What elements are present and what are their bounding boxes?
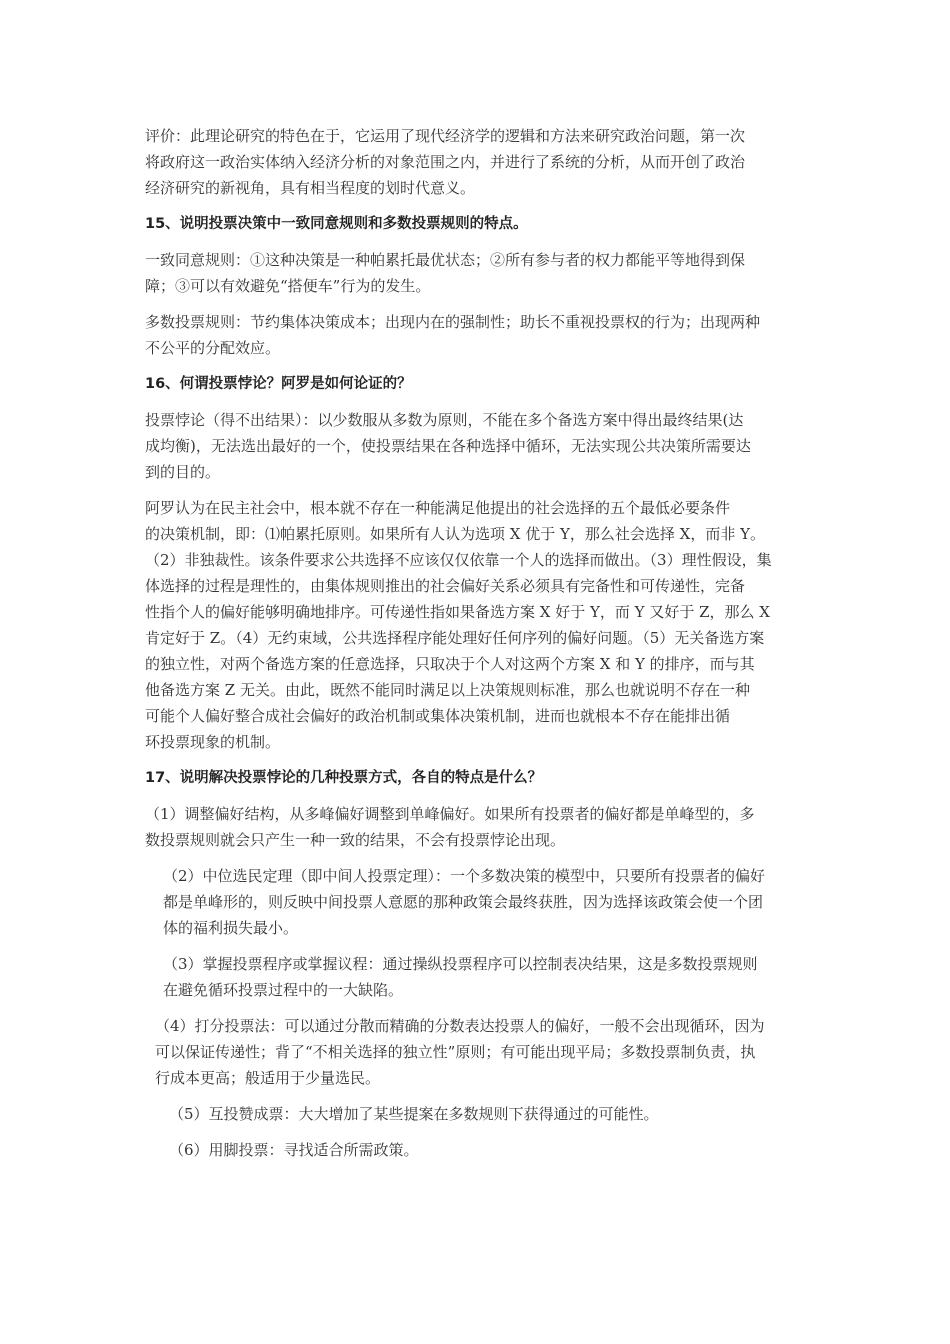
text-line: 数投票规则就会只产生一种一致的结果，不会有投票悖论出现。 — [145, 831, 566, 849]
text-line: 将政府这一政治实体纳入经济分析的对象范围之内，并进行了系统的分析，从而开创了政治 — [145, 153, 746, 171]
text-line: 评价：此理论研究的特色在于，它运用了现代经济学的逻辑和方法来研究政治问题，第一次 — [145, 127, 746, 145]
text-line: 成均衡)，无法选出最好的一个，使投票结果在各种选择中循环，无法实现公共决策所需要达 — [145, 437, 751, 455]
paragraph — [145, 309, 810, 361]
paragraph — [145, 1013, 810, 1091]
text-line: 肯定好于 Z。（4）无约束域，公共选择程序能处理好任何序列的偏好问题。（5）无关备选方案 — [145, 629, 765, 647]
text-line: 经济研究的新视角，具有相当程度的划时代意义。 — [145, 179, 476, 197]
paragraph — [145, 1101, 810, 1127]
text-line: （4）打分投票法：可以通过分散而精确的分数表达投票人的偏好，一般不会出现循环，因为 — [155, 1017, 765, 1035]
text-line: （2）非独裁性。该条件要求公共选择不应该仅仅依靠一个人的选择而做出。（3）理性假设，集 — [145, 551, 772, 569]
text-line: 体选择的过程是理性的，由集体规则推出的社会偏好关系必须具有完备性和可传递性，完备 — [145, 577, 746, 595]
text-line: 多数投票规则：节约集体决策成本；出现内在的强制性；助长不重视投票权的行为；出现两种 — [145, 313, 761, 331]
text-line: 环投票现象的机制。 — [145, 733, 281, 751]
paragraph — [145, 495, 810, 755]
text-line: 可能个人偏好整合成社会偏好的政治机制或集体决策机制，进而也就根本不存在能排出循 — [145, 707, 731, 725]
section-heading — [145, 765, 810, 791]
document-body — [145, 123, 810, 1173]
text-line: 一致同意规则：①这种决策是一种帕累托最优状态；②所有参与者的权力都能平等地得到保 — [145, 251, 746, 269]
text-line: 到的目的。 — [145, 463, 221, 481]
text-line: 他备选方案 Z 无关。由此，既然不能同时满足以上决策规则标准，那么也就说明不存在一种 — [145, 681, 750, 699]
text-line: 的决策机制，即：⑴帕累托原则。如果所有人认为选项 X 优于 Y，那么社会选择 X，而非 Y。 — [145, 525, 766, 543]
text-line: 障；③可以有效避免“搭便车”行为的发生。 — [145, 277, 431, 295]
text-line: 性指个人的偏好能够明确地排序。可传递性指如果备选方案 X 好于 Y，而 Y 又好于 Z，那么 X — [145, 603, 770, 621]
text-line: 16、何谓投票悖论？阿罗是如何论证的？ — [145, 376, 412, 392]
text-line: 行成本更高；般适用于少量选民。 — [155, 1069, 381, 1087]
paragraph — [145, 951, 810, 1003]
section-heading — [145, 211, 810, 237]
paragraph — [145, 801, 810, 853]
text-line: 不公平的分配效应。 — [145, 339, 281, 357]
text-line: （1）调整偏好结构，从多峰偏好调整到单峰偏好。如果所有投票者的偏好都是单峰型的，多 — [145, 805, 755, 823]
text-line: 体的福利损失最小。 — [163, 919, 299, 937]
text-line: 都是单峰形的，则反映中间投票人意愿的那种政策会最终获胜，因为选择该政策会使一个团 — [163, 893, 764, 911]
text-line: （3）掌握投票程序或掌握议程：通过操纵投票程序可以控制表决结果，这是多数投票规则 — [163, 955, 758, 973]
text-line: 15、说明投票决策中一致同意规则和多数投票规则的特点。 — [145, 216, 528, 232]
text-line: 阿罗认为在民主社会中，根本就不存在一种能满足他提出的社会选择的五个最低必要条件 — [145, 499, 731, 517]
text-line: 在避免循环投票过程中的一大缺陷。 — [163, 981, 404, 999]
text-line: （5）互投赞成票：大大增加了某些提案在多数规则下获得通过的可能性。 — [169, 1105, 659, 1123]
paragraph — [145, 407, 810, 485]
paragraph — [145, 1137, 810, 1163]
text-line: （2）中位选民定理（即中间人投票定理）：一个多数决策的模型中，只要所有投票者的偏好 — [163, 867, 766, 885]
text-line: （6）用脚投票：寻找适合所需政策。 — [169, 1141, 419, 1159]
section-heading — [145, 371, 810, 397]
paragraph — [145, 247, 810, 299]
paragraph — [145, 863, 810, 941]
paragraph — [145, 123, 810, 201]
text-line: 可以保证传递性；背了“不相关选择的独立性”原则；有可能出现平局；多数投票制负责，执 — [155, 1043, 756, 1061]
text-line: 的独立性，对两个备选方案的任意选择，只取决于个人对这两个方案 X 和 Y 的排序，而与其 — [145, 655, 755, 673]
text-line: 投票悖论（得不出结果）：以少数服从多数为原则，不能在多个备选方案中得出最终结果(达 — [145, 411, 744, 429]
text-line: 17、说明解决投票悖论的几种投票方式，各自的特点是什么？ — [145, 770, 543, 786]
